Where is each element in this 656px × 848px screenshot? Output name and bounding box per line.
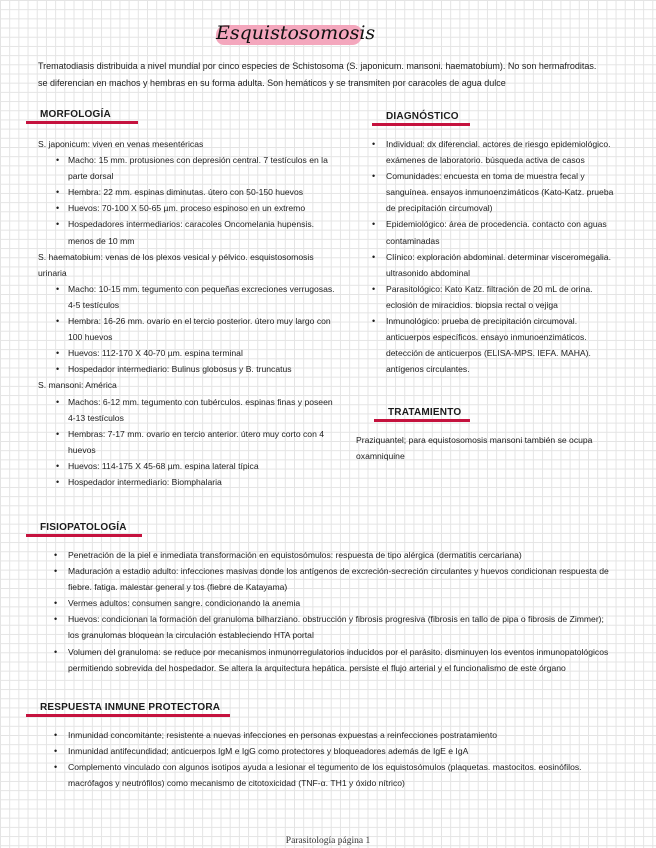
list-item: • Hembra: 16-26 mm. ovario en el tercio posterior. útero muy largo con 100 huevos — [38, 313, 340, 345]
list-item: • Macho: 15 mm. protusiones con depresión central. 7 testículos en la parte dorsal — [38, 152, 340, 184]
list-item: • Penetración de la piel e inmediata transformación en equistosómulos: respuesta de tipo alérgica (dermatitis cercariana) — [38, 547, 610, 563]
page-title: Esquistosomosis — [216, 22, 376, 44]
list-item: • Hospedador intermediario: Biomphalaria — [38, 474, 340, 490]
title-block — [216, 22, 376, 46]
diagnostico-list — [356, 136, 614, 377]
respuesta-heading-label: RESPUESTA INMUNE PROTECTORA — [40, 702, 221, 713]
species-haematobium — [38, 249, 340, 378]
intro-paragraph: Trematodiasis distribuida a nivel mundial por cinco especies de Schistosoma (S. japonicum. mansoni. haematobium). No son hermafroditas. se diferencian en machos y hembras en su forma adulta. Son hemáticos y se transmiten por caracoles de agua dulce — [38, 61, 597, 88]
fisiopatologia-body — [38, 547, 610, 676]
tratamiento-heading-label: TRATAMIENTO — [388, 407, 462, 418]
list-item: • Machos: 6-12 mm. tegumento con tubérculos. espinas finas y poseen 4-13 testículos — [38, 394, 340, 426]
diagnostico-heading — [386, 111, 459, 122]
diagnostico-body — [356, 136, 614, 377]
list-item: • Complemento vinculado con algunos isotipos ayuda a lesionar el tegumento de los equistosómulos (plaquetas. mastocitos. eosinófilos. macrófagos y neutrófilos) como mecanismo de citotoxicidad (TNF-α. TH1 y óxido nítrico) — [38, 759, 610, 791]
list-item: • Macho: 10-15 mm. tegumento con pequeñas excreciones verrugosas. 4-5 testículos — [38, 281, 340, 313]
list-item: • Inmunidad concomitante; resistente a nuevas infecciones en personas expuestas a reinfecciones postratamiento — [38, 727, 610, 743]
list-item: • Hospedadores intermediarios: caracoles Oncomelania hupensis. menos de 10 mm — [38, 216, 340, 248]
list-item: • Volumen del granuloma: se reduce por mecanismos inmunorregulatorios inducidos por el parásito. disminuyen los eventos inmunopatológicos permitiendo sobrevida del hospedador. Se altera la arquitectura hepática. persiste el flujo arterial y el funcionalismo de este órgano — [38, 644, 610, 676]
respuesta-body — [38, 727, 610, 791]
species-name: S. japonicum: viven en venas mesentéricas — [38, 139, 204, 149]
morfologia-underline — [26, 121, 138, 124]
species-japonicum — [38, 136, 340, 249]
diagnostico-underline — [372, 123, 470, 126]
list-item: • Epidemiológico: área de procedencia. contacto con aguas contaminadas — [356, 216, 614, 248]
list-item: • Comunidades: encuesta en toma de muestra fecal y sanguínea. ensayos inmunoenzimáticos (Kato-Katz. prueba de precipitación circumoval) — [356, 168, 614, 216]
list-item: • Maduración a estadio adulto: infecciones masivas donde los antígenos de excreción-secreción circulantes y huevos condicionan respuesta de fiebre. fatiga. malestar general y tos (fiebre de Katayama) — [38, 563, 610, 595]
tratamiento-heading — [388, 407, 461, 418]
fisiopatologia-list — [38, 547, 610, 676]
morfologia-heading — [40, 109, 111, 120]
list-item: • Individual: dx diferencial. actores de riesgo epidemiológico. exámenes de laboratorio. búsqueda activa de casos — [356, 136, 614, 168]
list-item: • Hembra: 22 mm. espinas diminutas. útero con 50-150 huevos — [38, 184, 340, 200]
species-mansoni — [38, 377, 340, 490]
list-item: • Clínico: exploración abdominal. determinar visceromegalia. ultrasonido abdominal — [356, 249, 614, 281]
respuesta-list — [38, 727, 610, 791]
tratamiento-text: Praziquantel; para equistosomosis mansoni también se ocupa oxamniquine — [356, 435, 593, 462]
list-item: • Vermes adultos: consumen sangre. condicionando la anemia — [38, 595, 610, 611]
respuesta-underline — [26, 714, 230, 717]
morfologia-body — [38, 136, 340, 490]
page-footer: Parasitología página 1 — [285, 836, 371, 846]
fisiopatologia-heading — [40, 522, 127, 533]
list-item: • Parasitológico: Kato Katz. filtración de 20 mL de orina. eclosión de miracidios. biopsia rectal o vejiga — [356, 281, 614, 313]
list-item: • Huevos: 114-175 X 45-68 µm. espina lateral típica — [38, 458, 340, 474]
species-list — [38, 152, 340, 249]
tratamiento-underline — [374, 419, 470, 422]
list-item: • Huevos: 70-100 X 50-65 µm. proceso espinoso en un extremo — [38, 200, 340, 216]
species-name: S. haematobium: venas de los plexos vesical y pélvico. esquistosomosis urinaria — [38, 251, 314, 278]
fisiopatologia-heading-label: FISIOPATOLOGÍA — [40, 522, 127, 533]
diagnostico-heading-label: DIAGNÓSTICO — [386, 111, 459, 122]
list-item: • Hospedador intermediario: Bulinus globosus y B. truncatus — [38, 361, 340, 377]
species-list — [38, 394, 340, 491]
respuesta-heading — [40, 702, 220, 713]
list-item: • Inmunidad antifecundidad; anticuerpos IgM e IgG como protectores y bloqueadores además de IgE e IgA — [38, 743, 610, 759]
list-item: • Huevos: condicionan la formación del granuloma bilharziano. obstrucción y fibrosis progresiva (fibrosis en tallo de pipa o fibrosis de Zimmer); los granulomas bloquean la circulación estableciendo HTA portal — [38, 611, 610, 643]
list-item: • Huevos: 112-170 X 40-70 µm. espina terminal — [38, 345, 340, 361]
list-item: • Inmunológico: prueba de precipitación circumoval. anticuerpos específicos. ensayo inmunoenzimáticos. detección de anticuerpos (ELISA-MPS. IEFA. MAHA). antígenos circulantes. — [356, 313, 614, 377]
species-name: S. mansoni: América — [38, 380, 117, 391]
species-list — [38, 281, 340, 378]
morfologia-heading-label: MORFOLOGÍA — [40, 109, 111, 120]
fisiopatologia-underline — [26, 534, 142, 537]
list-item: • Hembras: 7-17 mm. ovario en tercio anterior. útero muy corto con 4 huevos — [38, 426, 340, 458]
